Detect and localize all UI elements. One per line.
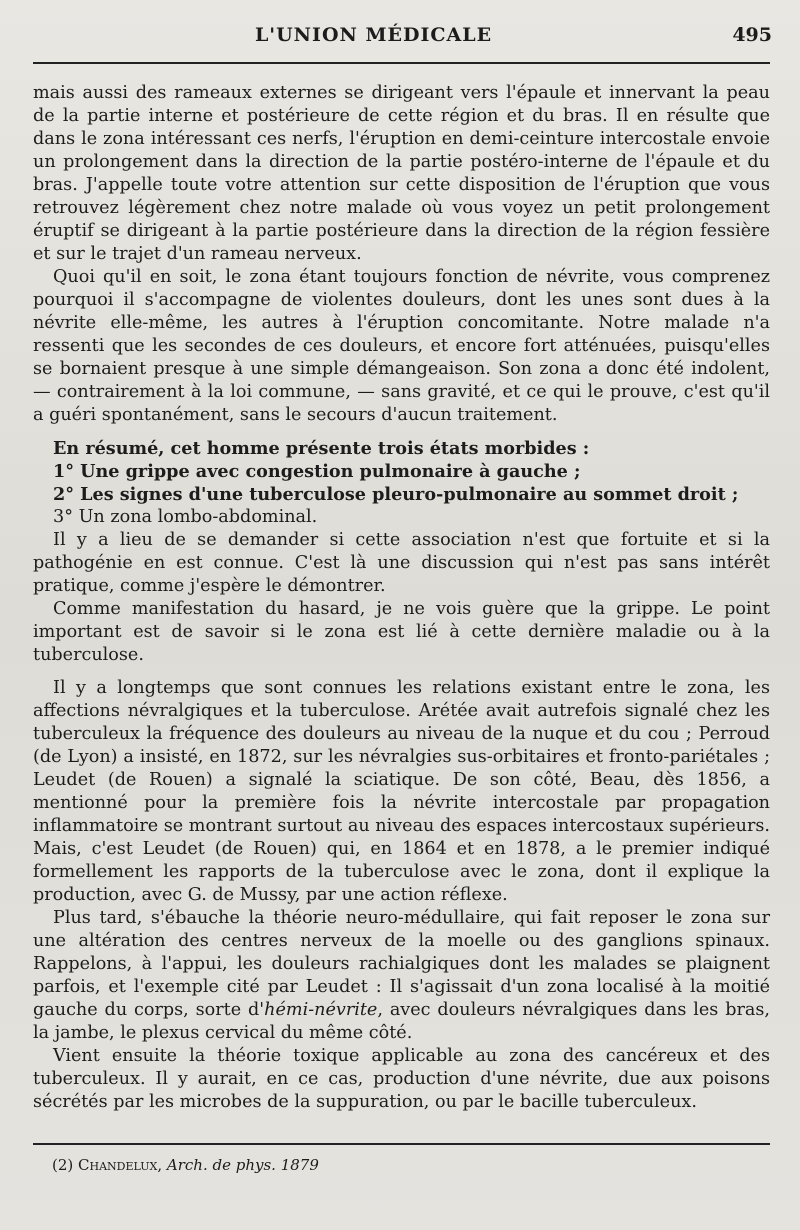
footnote-marker: (2): [52, 1156, 74, 1174]
summary-item: 3° Un zona lombo-abdominal.: [53, 507, 318, 527]
article-body: [33, 82, 770, 1114]
paragraph: Vient ensuite la théorie toxique applicable au zona des cancéreux et des tuberculeux. Il y aurait, en ce cas, production d'une névrite, due aux poisons sécrétés par les microbes de la suppuration, ou par le bacille tuberculeux.: [33, 1046, 770, 1112]
page-number: 495: [732, 24, 772, 46]
footnote-rule: [33, 1143, 770, 1145]
header-rule: [33, 62, 770, 64]
running-title: L'UNION MÉDICALE: [254, 24, 493, 46]
page-header: [33, 24, 772, 58]
paragraph: mais aussi des rameaux externes se dirigeant vers l'épaule et innervant la peau de la partie interne et postérieure de cette région et du bras. Il en résulte que dans le zona intéressant ces nerfs, l'éruption en demi-ceinture intercostale envoie un prolongement dans la direction de la partie postéro-interne de l'épaule et du bras. J'appelle toute votre attention sur cette disposition de l'éruption que vous retrouvez légèrement chez notre malade où vous voyez un petit prolongement éruptif se dirigeant à la partie postérieure dans la direction de la région fessière et sur le trajet d'un rameau nerveux.: [33, 83, 770, 264]
summary-item: 2° Les signes d'une tuberculose pleuro-pulmonaire au sommet droit ;: [53, 484, 739, 505]
paragraph: Il y a longtemps que sont connues les relations existant entre le zona, les affections névralgiques et la tuberculose. Arétée avait autrefois signalé chez les tuberculeux la fréquence des douleurs au niveau de la nuque et du cou ; Perroud (de Lyon) a insisté, en 1872, sur les névralgies sus-orbitaires et fronto-pariétales ; Leudet (de Rouen) a signalé la sciatique. De son côté, Beau, dès 1856, a mentionné pour la première fois la névrite intercostale par propagation inflammatoire se montrant surtout au niveau des espaces intercostaux supérieurs. Mais, c'est Leudet (de Rouen) qui, en 1864 et en 1878, a le premier indiqué formellement les rapports de la tuberculose avec le zona, dont il explique la production, avec G. de Mussy, par une action réflexe.: [33, 678, 770, 905]
footnote: [52, 1156, 770, 1174]
footnote-journal: Arch. de phys.: [166, 1156, 276, 1174]
paragraph-text: , avec douleurs névralgiques dans les bras, la jambe, le plexus cervical du même côté.: [33, 1000, 770, 1043]
paragraph: Comme manifestation du hasard, je ne vois guère que la grippe. Le point important est de savoir si le zona est lié à cette dernière maladie ou à la tuberculose.: [33, 599, 770, 665]
summary-item: 1° Une grippe avec congestion pulmonaire à gauche ;: [53, 461, 581, 482]
paragraph: Il y a lieu de se demander si cette association n'est que fortuite et si la pathogénie en est connue. C'est là une discussion qui n'est pas sans intérêt pratique, comme j'espère le démontrer.: [33, 530, 770, 596]
italic-term: hémi-névrite: [264, 1000, 378, 1020]
paragraph: Quoi qu'il en soit, le zona étant toujours fonction de névrite, vous comprenez pourquoi il s'accompagne de violentes douleurs, dont les unes sont dues à la névrite elle-même, les autres à l'éruption concomitante. Notre malade n'a ressenti que les secondes de ces douleurs, et encore fort atténuées, puisqu'elles se bornaient presque à une simple démangeaison. Son zona a donc été indolent, — contrairement à la loi commune, — sans gravité, et ce qui le prouve, c'est qu'il a guéri spontanément, sans le secours d'aucun traitement.: [33, 267, 770, 425]
summary-intro: En résumé, cet homme présente trois états morbides :: [53, 438, 590, 459]
paragraph: [33, 907, 770, 1045]
footnote-author: Chandelux,: [78, 1156, 163, 1174]
paragraph-text: Plus tard, s'ébauche la théorie neuro-médullaire, qui fait reposer le zona sur une altération des centres nerveux de la moelle ou des ganglions spinaux. Rappelons, à l'appui, les douleurs rachialgiques dont les malades se plaignent parfois, et l'exemple cité par Leudet : Il s'agissait d'un zona localisé à la moitié gauche du corps, sorte d': [33, 908, 770, 1020]
footnote-year: 1879: [280, 1156, 319, 1174]
